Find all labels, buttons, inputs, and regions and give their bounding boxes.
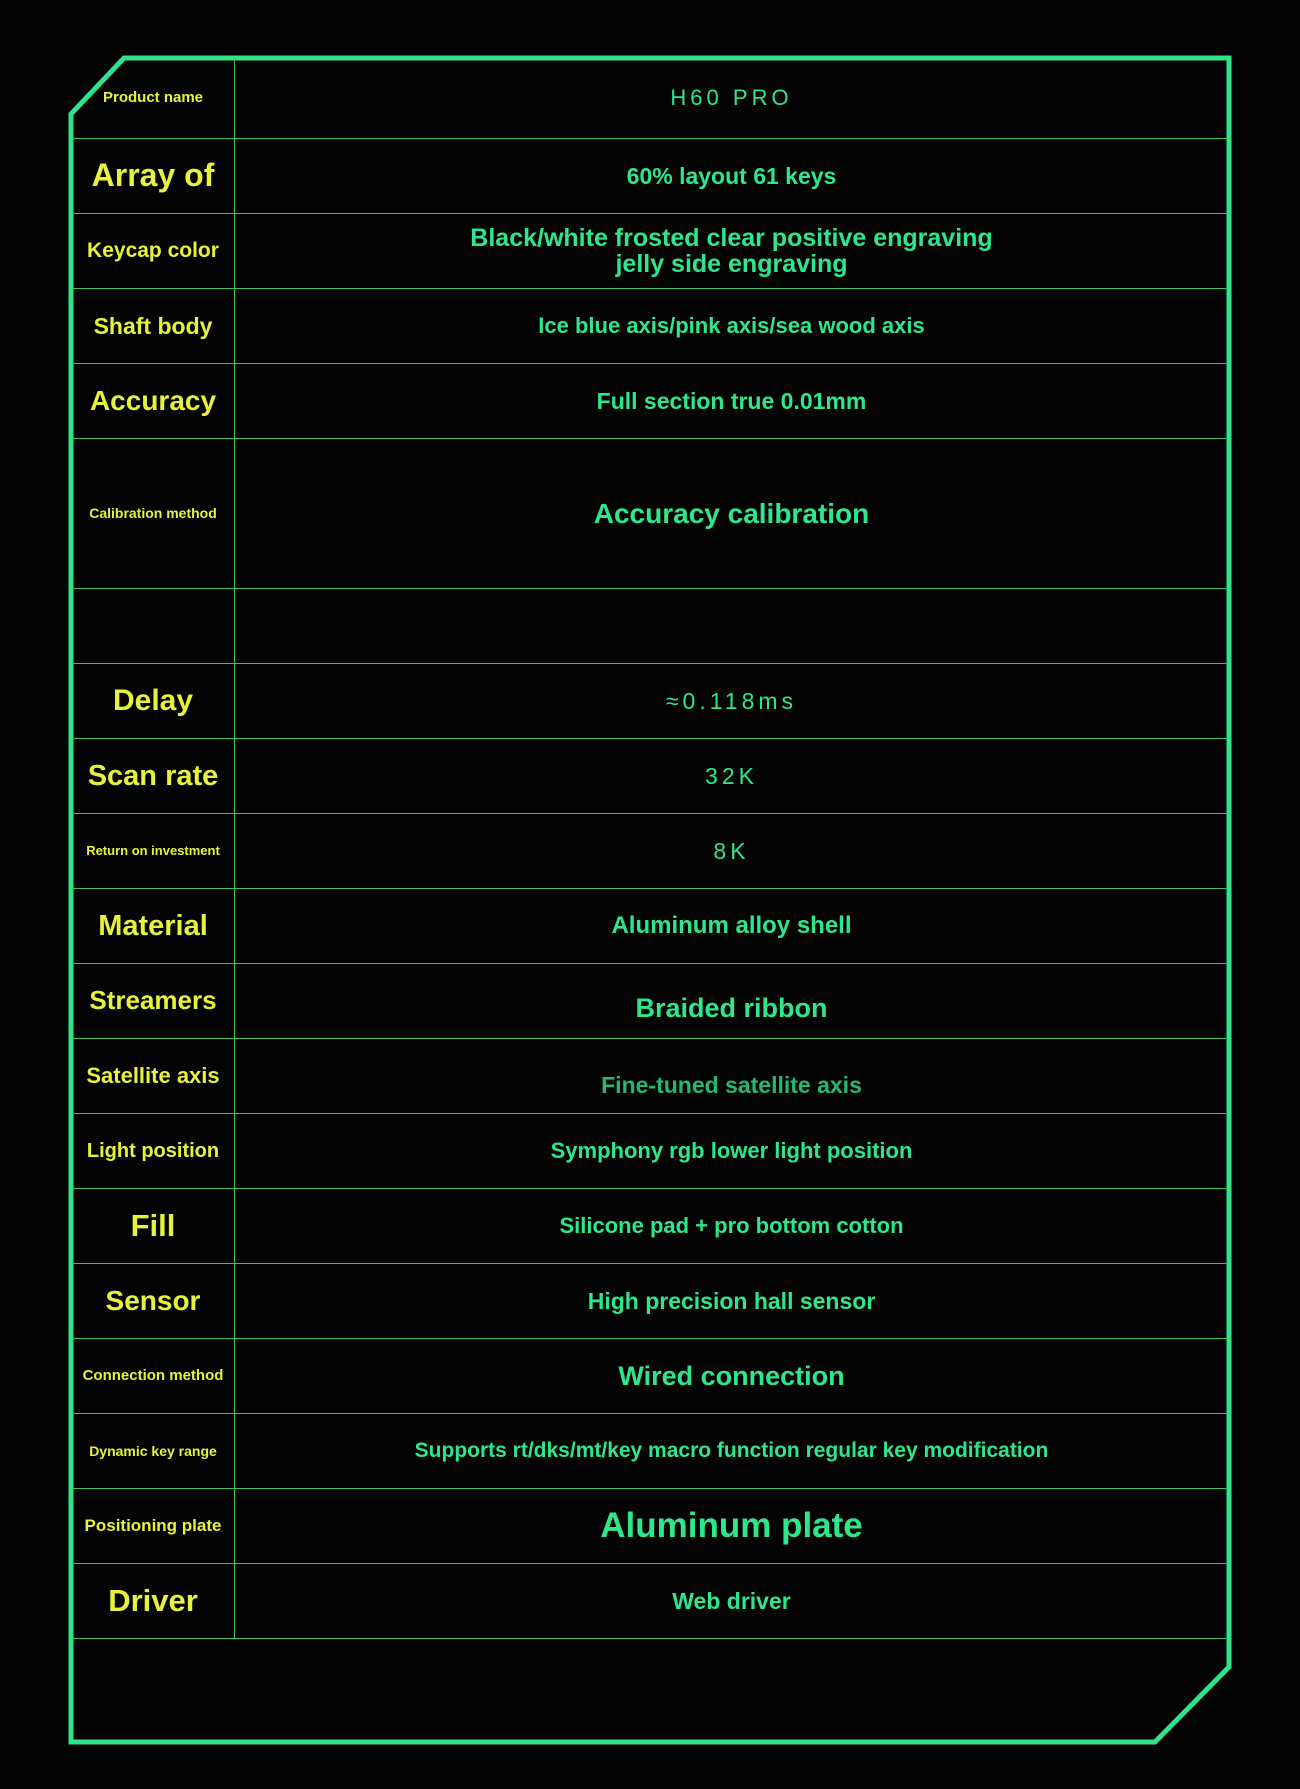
spec-value: Web driver bbox=[672, 1587, 791, 1614]
spec-value: Aluminum plate bbox=[600, 1505, 863, 1545]
spec-value: Aluminum alloy shell bbox=[611, 912, 852, 940]
spec-row-driver bbox=[72, 1564, 1228, 1639]
spec-label: Connection method bbox=[72, 1339, 235, 1413]
spec-value: Accuracy calibration bbox=[593, 497, 870, 529]
spec-row-empty bbox=[72, 589, 1228, 664]
spec-row-delay bbox=[72, 664, 1228, 739]
spec-row-connection-method bbox=[72, 1339, 1228, 1414]
spec-label: Material bbox=[72, 889, 235, 963]
spec-label: Return on investment bbox=[72, 814, 235, 888]
spec-value: Black/white frosted clear positive engraving jelly side engraving bbox=[470, 223, 993, 278]
spec-row-product-name bbox=[72, 58, 1228, 139]
spec-value: Ice blue axis/pink axis/sea wood axis bbox=[538, 313, 925, 339]
spec-value: Symphony rgb lower light position bbox=[550, 1138, 913, 1164]
spec-label: Light position bbox=[72, 1114, 235, 1188]
spec-label: Fill bbox=[72, 1189, 235, 1263]
spec-row-light-position bbox=[72, 1114, 1228, 1189]
spec-label: Satellite axis bbox=[72, 1039, 235, 1113]
spec-value: High precision hall sensor bbox=[587, 1287, 876, 1314]
spec-label bbox=[72, 589, 235, 663]
spec-row-satellite-axis bbox=[72, 1039, 1228, 1114]
spec-value: 32K bbox=[705, 762, 758, 789]
spec-row-return-on-investment bbox=[72, 814, 1228, 889]
spec-value: Supports rt/dks/mt/key macro function regular key modification bbox=[414, 1438, 1049, 1462]
spec-row-calibration-method bbox=[72, 439, 1228, 589]
spec-value bbox=[235, 589, 1228, 663]
spec-label: Positioning plate bbox=[72, 1489, 235, 1563]
spec-value: Silicone pad + pro bottom cotton bbox=[559, 1213, 904, 1239]
spec-row-accuracy bbox=[72, 364, 1228, 439]
spec-row-material bbox=[72, 889, 1228, 964]
spec-row-shaft-body bbox=[72, 289, 1228, 364]
spec-label: Shaft body bbox=[72, 289, 235, 363]
spec-label: Sensor bbox=[72, 1264, 235, 1338]
spec-label: Array of bbox=[72, 139, 235, 213]
spec-value: 60% layout 61 keys bbox=[626, 162, 837, 189]
spec-value: Wired connection bbox=[618, 1360, 845, 1391]
spec-label: Scan rate bbox=[72, 739, 235, 813]
spec-value: Full section true 0.01mm bbox=[596, 387, 867, 414]
spec-label: Product name bbox=[72, 58, 235, 138]
spec-value: 8K bbox=[713, 837, 750, 864]
spec-row-fill bbox=[72, 1189, 1228, 1264]
spec-label: Streamers bbox=[72, 964, 235, 1038]
spec-label: Dynamic key range bbox=[72, 1414, 235, 1488]
spec-label: Calibration method bbox=[72, 439, 235, 588]
spec-value: Braided ribbon bbox=[635, 992, 828, 1023]
spec-row-array-of bbox=[72, 139, 1228, 214]
spec-value: Fine-tuned satellite axis bbox=[601, 1071, 862, 1098]
spec-row-positioning-plate bbox=[72, 1489, 1228, 1564]
spec-label: Driver bbox=[72, 1564, 235, 1638]
spec-row-dynamic-key-range bbox=[72, 1414, 1228, 1489]
spec-label: Accuracy bbox=[72, 364, 235, 438]
spec-label: Delay bbox=[72, 664, 235, 738]
spec-value: ≈0.118ms bbox=[665, 687, 798, 714]
spec-row-streamers bbox=[72, 964, 1228, 1039]
spec-value: H60 PRO bbox=[670, 85, 793, 111]
spec-label: Keycap color bbox=[72, 214, 235, 288]
spec-row-keycap-color bbox=[72, 214, 1228, 289]
spec-row-scan-rate bbox=[72, 739, 1228, 814]
spec-row-sensor bbox=[72, 1264, 1228, 1339]
